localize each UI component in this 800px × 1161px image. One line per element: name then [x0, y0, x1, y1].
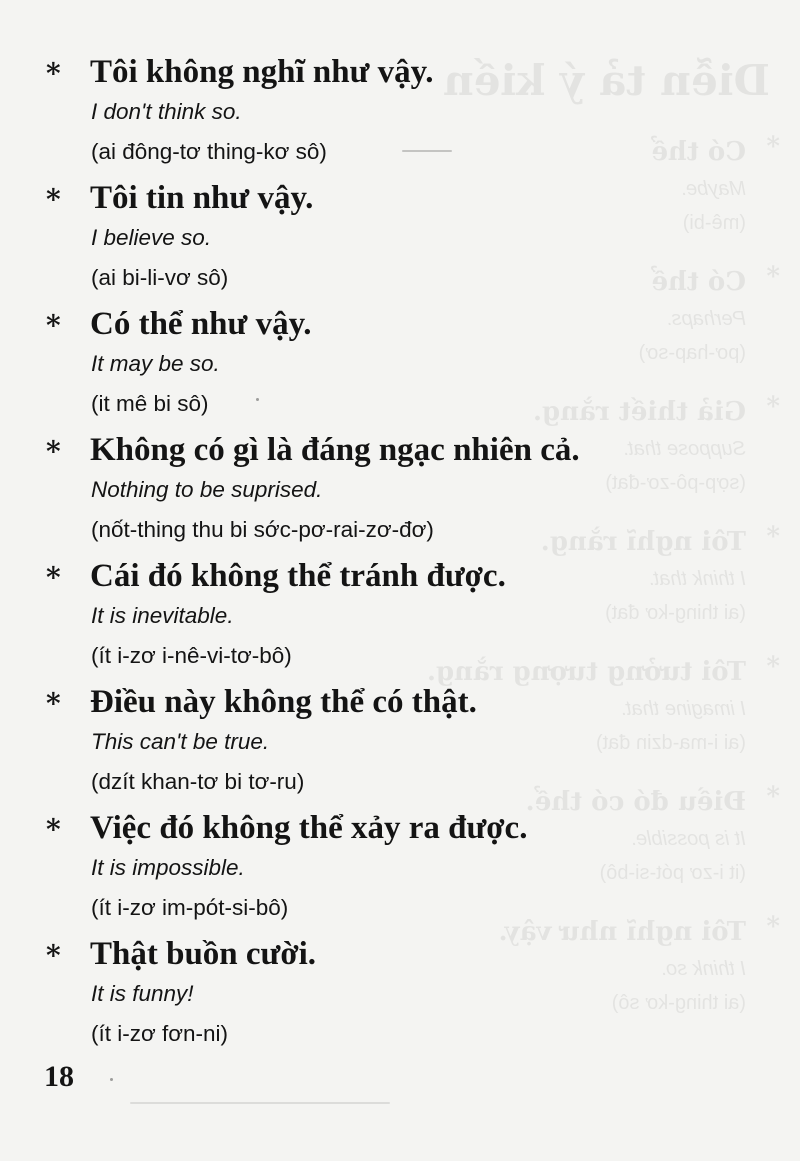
phrase-entry: [46, 808, 580, 934]
vietnamese-phrase: Không có gì là đáng ngạc nhiên cả.: [90, 432, 580, 468]
phrase-entry: [46, 430, 580, 556]
scan-speck: [110, 1078, 113, 1081]
bleed-through-heading: Điều đó có thể.: [525, 787, 746, 817]
bleed-through-english: It is possible.: [630, 828, 746, 850]
pronunciation-guide: (ai đông-tơ thing-kơ sô): [91, 139, 327, 164]
english-translation: It is impossible.: [91, 855, 245, 880]
bullet-asterisk: *: [46, 939, 61, 972]
english-translation: I believe so.: [91, 225, 212, 250]
bleed-through-english: I imagine that.: [620, 698, 746, 720]
bullet-asterisk: *: [46, 813, 61, 846]
bleed-through-english: I think so.: [660, 958, 746, 980]
vietnamese-phrase: Tôi không nghĩ như vậy.: [90, 54, 434, 90]
phrase-entry: [46, 556, 580, 682]
bleed-through-english: Maybe.: [680, 178, 746, 200]
bleed-through-english: Suppose that.: [622, 438, 746, 460]
bleed-through-bullet: *: [766, 262, 780, 292]
vietnamese-phrase: Việc đó không thể xảy ra được.: [90, 810, 528, 846]
bleed-through-pronunciation: (ai i-ma-dzin đat): [595, 732, 746, 754]
english-translation: I don't think so.: [91, 99, 242, 124]
bleed-through-heading: Có thể: [651, 267, 746, 297]
page-number: 18: [44, 1060, 74, 1093]
english-translation: Nothing to be suprised.: [91, 477, 323, 502]
vietnamese-phrase: Thật buồn cười.: [90, 936, 317, 972]
bleed-through-heading: Tôi nghĩ như vậy.: [498, 917, 746, 947]
bullet-asterisk: *: [46, 57, 61, 90]
phrase-entry: [46, 682, 580, 808]
bleed-through-bullet: *: [766, 912, 780, 942]
bullet-asterisk: *: [46, 309, 61, 342]
bleed-through-bullet: *: [766, 392, 780, 422]
scan-speck: [130, 1102, 390, 1104]
scan-speck: [256, 398, 259, 401]
bleed-through-pronunciation: (ai thing-kơ đat): [605, 602, 746, 624]
vietnamese-phrase: Có thể như vậy.: [90, 306, 312, 342]
bleed-through-bullet: *: [766, 652, 780, 682]
bleed-through-pronunciation: (mê-bi): [682, 212, 746, 234]
bleed-through-heading: Tôi tưởng tượng rằng.: [426, 657, 746, 687]
scan-speck: [402, 150, 452, 152]
bullet-asterisk: *: [46, 561, 61, 594]
bleed-through-pronunciation: (pơ-hap-sơ): [638, 342, 746, 364]
vietnamese-phrase: Điều này không thể có thật.: [90, 684, 477, 720]
phrase-entry: [46, 52, 580, 178]
phrase-list: [46, 52, 580, 1060]
english-translation: It is inevitable.: [91, 603, 234, 628]
bleed-through-heading: Có thể: [651, 137, 746, 167]
bullet-asterisk: *: [46, 435, 61, 468]
phrase-entry: [46, 934, 580, 1060]
pronunciation-guide: (it mê bi sô): [91, 391, 209, 416]
bleed-through-pronunciation: (ai thing-kơ sô): [611, 992, 746, 1014]
bleed-through-pronunciation: (it i-zơ pót-si-bô): [599, 862, 746, 884]
bleed-through-english: Perhaps.: [665, 308, 746, 330]
bleed-through-english: I think that.: [648, 568, 746, 590]
pronunciation-guide: (ít i-zơ i-nê-vi-tơ-bô): [91, 643, 292, 668]
pronunciation-guide: (dzít khan-tơ bi tơ-ru): [91, 769, 305, 794]
pronunciation-guide: (nốt-thing thu bi sớc-pơ-rai-zơ-đơ): [91, 517, 434, 542]
bleed-through-title: Diễn tả ý kiến: [443, 56, 770, 105]
english-translation: This can't be true.: [91, 729, 270, 754]
phrase-entry: [46, 178, 580, 304]
phrase-entry: [46, 304, 580, 430]
english-translation: It is funny!: [91, 981, 194, 1006]
vietnamese-phrase: Tôi tin như vậy.: [90, 180, 314, 216]
bleed-through-bullet: *: [766, 522, 780, 552]
vietnamese-phrase: Cái đó không thể tránh được.: [90, 558, 506, 594]
bleed-through-heading: Tôi nghĩ rằng.: [540, 527, 746, 557]
pronunciation-guide: (ai bi-li-vơ sô): [91, 265, 229, 290]
bullet-asterisk: *: [46, 687, 61, 720]
english-translation: It may be so.: [91, 351, 220, 376]
bleed-through-bullet: *: [766, 782, 780, 812]
bleed-through-heading: Giả thiết rằng.: [532, 397, 746, 427]
pronunciation-guide: (ít i-zơ im-pót-si-bô): [91, 895, 289, 920]
bleed-through-pronunciation: (sợp-pô-zơ-đat): [605, 472, 746, 494]
bullet-asterisk: *: [46, 183, 61, 216]
pronunciation-guide: (ít i-zơ fơn-ni): [91, 1021, 229, 1046]
bleed-through-bullet: *: [766, 132, 780, 162]
